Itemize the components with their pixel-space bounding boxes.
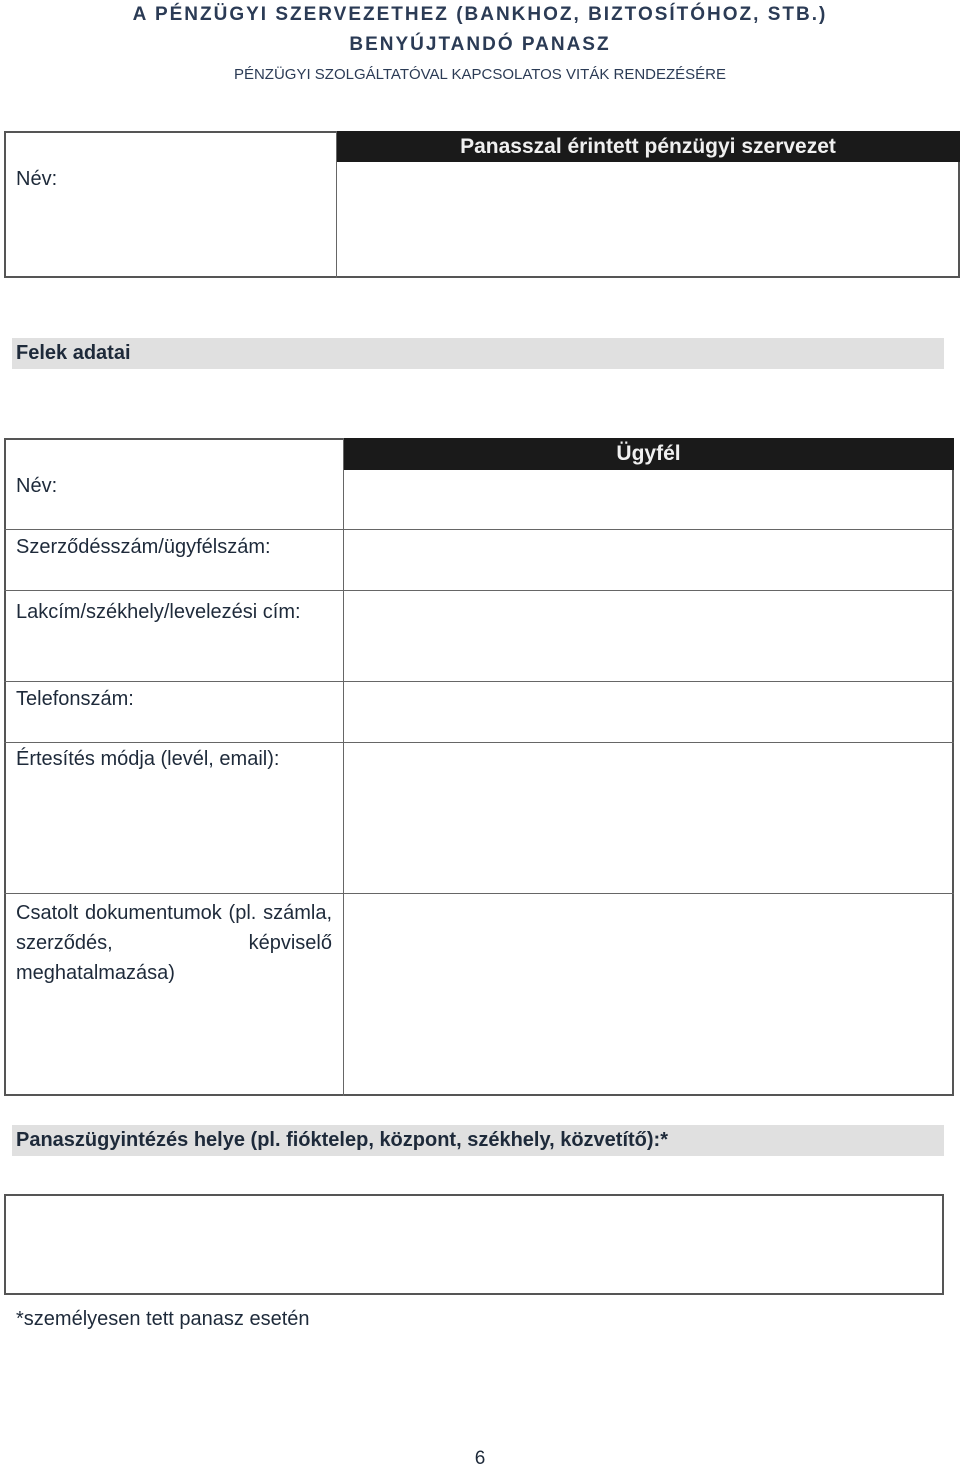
complaint-place-field[interactable] xyxy=(4,1194,944,1295)
parties-section-title xyxy=(12,338,944,369)
client-phone-field[interactable] xyxy=(347,684,951,740)
client-name-field[interactable] xyxy=(347,472,951,527)
row-separator xyxy=(4,681,954,682)
page-number: 6 xyxy=(474,1448,486,1469)
header-title-line1: A PÉNZÜGYI SZERVEZETHEZ (BANKHOZ, BIZTOSÍTÓHOZ, STB.) xyxy=(132,4,828,25)
org-column-header-text: Panasszal érintett pénzügyi szervezet xyxy=(460,135,836,158)
client-contract-number-field[interactable] xyxy=(347,532,951,587)
org-name-field[interactable] xyxy=(340,165,956,273)
row-label-address: Lakcím/székhely/levelezési cím: xyxy=(16,601,301,623)
row-label-name: Név: xyxy=(16,475,58,497)
parties-section-title-text: Felek adatai xyxy=(16,342,131,364)
client-column-header-text: Ügyfél xyxy=(616,442,681,465)
parties-divider xyxy=(343,438,344,1096)
header-subtitle: PÉNZÜGYI SZOLGÁLTATÓVAL KAPCSOLATOS VITÁK RENDEZÉSÉRE xyxy=(233,66,727,83)
client-address-field[interactable] xyxy=(347,593,951,679)
complaint-place-title-text: Panaszügyintézés helye (pl. fióktelep, központ, székhely, közvetítő):* xyxy=(16,1129,669,1151)
org-divider xyxy=(336,131,337,278)
header-title-line2: BENYÚJTANDÓ PANASZ xyxy=(349,34,611,55)
row-separator xyxy=(4,742,954,743)
row-label-attachments: Csatolt dokumentumok (pl. számla, szerződés, képviselő meghatalmazása) xyxy=(16,902,332,984)
row-label-notification-method: Értesítés módja (levél, email): xyxy=(16,748,280,770)
row-separator xyxy=(4,893,954,894)
client-column-header xyxy=(343,438,954,470)
row-label-contract-number: Szerződésszám/ügyfélszám: xyxy=(16,536,271,558)
row-label-phone: Telefonszám: xyxy=(16,688,134,710)
row-separator xyxy=(4,590,954,591)
complaint-place-title xyxy=(12,1125,944,1156)
org-column-header xyxy=(336,131,960,162)
client-attachments-field[interactable] xyxy=(347,896,951,1092)
client-notification-field[interactable] xyxy=(347,745,951,891)
org-name-label: Név: xyxy=(16,168,58,190)
footnote: *személyesen tett panasz esetén xyxy=(16,1308,310,1330)
row-separator xyxy=(4,529,954,530)
